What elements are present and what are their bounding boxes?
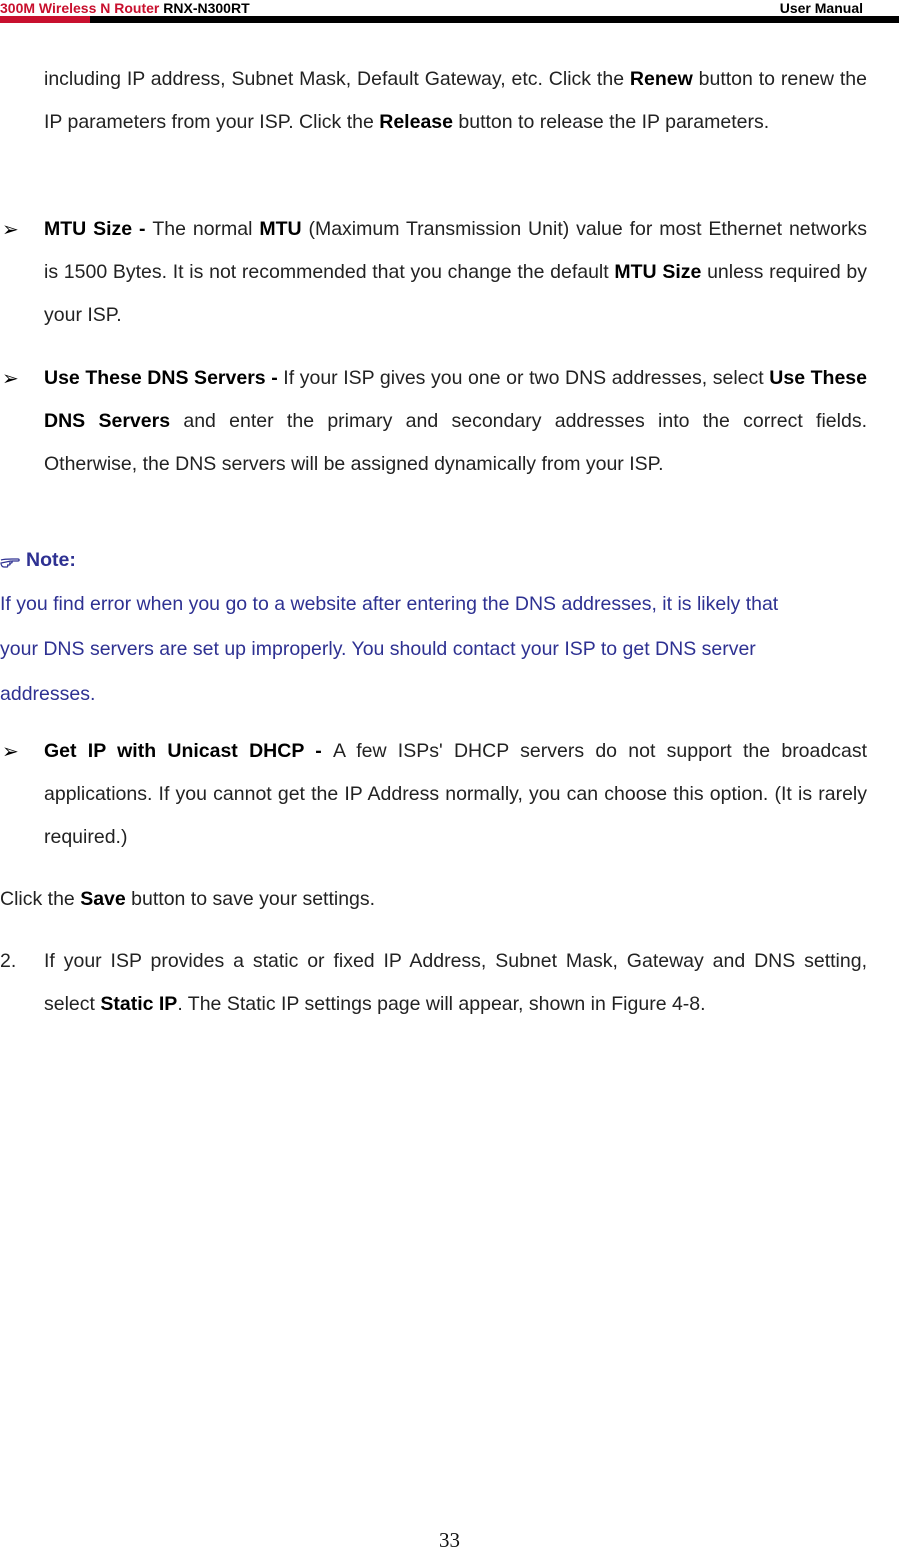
intro-text-3: button to release the IP parameters. <box>452 111 770 133</box>
note-body <box>0 582 868 717</box>
intro-renew-term: Renew <box>629 68 693 90</box>
static-ip-term: Static IP <box>100 993 178 1015</box>
header-rule-red <box>0 16 90 23</box>
header-rule-black <box>90 16 899 23</box>
mtu-heading: MTU Size - <box>44 218 153 240</box>
dhcp-text-1: A few ISPs' DHCP servers do not support the broadcast applications. If you cannot get the IP Address normally, you can choose this option. (It is rarely required.) <box>44 740 867 848</box>
static-ip-text-1: If your ISP provides a static or fixed IP Address, Subnet Mask, Gateway and DNS setting, select <box>44 950 867 1015</box>
mtu-term: MTU <box>259 218 302 240</box>
save-term: Save <box>80 888 126 910</box>
dns-text-1: If your ISP gives you one or two DNS addresses, select <box>283 367 770 389</box>
header-product-name: 300M Wireless N Router <box>0 0 160 16</box>
bullet-unicast-dhcp <box>44 730 867 859</box>
note-line: addresses. <box>0 683 96 705</box>
static-ip-text-2: . The Static IP settings page will appear, shown in Figure 4-8. <box>177 993 706 1015</box>
pointing-hand-icon <box>0 554 20 568</box>
intro-text-2: button to renew the IP parameters from your ISP. Click the <box>44 68 867 133</box>
note-heading <box>0 540 76 580</box>
dns-term: Use These DNS Servers <box>44 367 867 432</box>
header-product <box>0 0 250 16</box>
bullet-mtu-size <box>44 208 867 337</box>
mtu-text-3: unless required by your ISP. <box>44 261 867 326</box>
dns-heading: Use These DNS Servers - <box>44 367 284 389</box>
mtu-text-2: (Maximum Transmission Unit) value for most Ethernet networks is 1500 Bytes. It is not recommended that you change the default <box>44 218 867 283</box>
header-model: RNX-N300RT <box>163 0 250 16</box>
intro-release-term: Release <box>379 111 453 133</box>
mtu-size-term: MTU Size <box>614 261 702 283</box>
page-number: 33 <box>439 1528 460 1552</box>
save-text-2: button to save your settings. <box>125 888 376 910</box>
header-doc-title: User Manual <box>779 0 863 16</box>
dns-text-2: and enter the primary and secondary addresses into the correct fields. Otherwise, the DNS servers will be assigned dynamically from your ISP. <box>44 410 867 475</box>
list-number: 2. <box>0 950 17 972</box>
intro-paragraph <box>44 58 867 144</box>
numbered-item-static-ip <box>44 940 867 1026</box>
page-header <box>0 0 899 30</box>
dhcp-heading: Get IP with Unicast DHCP - <box>44 740 333 762</box>
save-instruction <box>0 878 375 921</box>
bullet-arrow-icon: ➢ <box>2 366 19 390</box>
bullet-arrow-icon: ➢ <box>2 739 19 763</box>
mtu-text-1: The normal <box>152 218 260 240</box>
bullet-dns-servers <box>44 357 867 486</box>
intro-text-1: including IP address, Subnet Mask, Default Gateway, etc. Click the <box>44 68 630 90</box>
note-line: If you find error when you go to a website after entering the DNS addresses, it is likely that <box>0 593 779 615</box>
bullet-arrow-icon: ➢ <box>2 217 19 241</box>
note-line: your DNS servers are set up improperly. You should contact your ISP to get DNS server <box>0 638 756 660</box>
note-title: Note: <box>26 549 76 571</box>
save-text-1: Click the <box>0 888 81 910</box>
